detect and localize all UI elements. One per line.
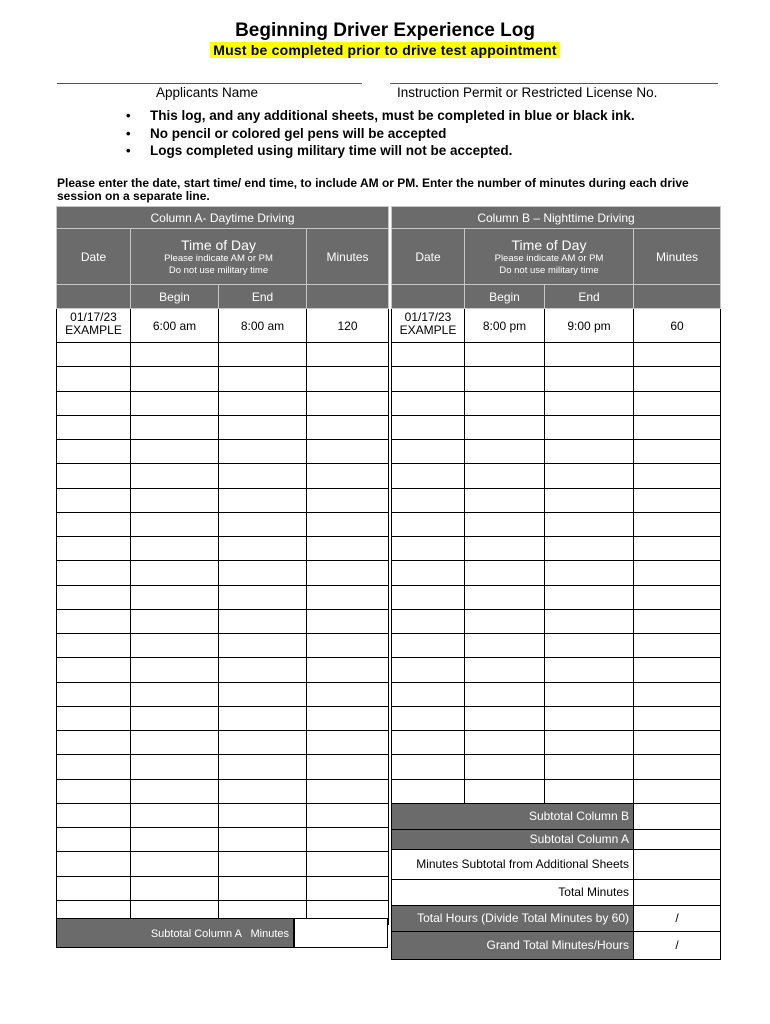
log-minutes-cell[interactable] [634,706,721,730]
log-row [57,367,389,391]
column-b-time-of-day-header [465,229,634,285]
log-begin-cell[interactable] [465,488,545,512]
log-begin-cell[interactable] [465,561,545,585]
rule-item: • No pencil or colored gel pens will be accepted [126,125,635,143]
log-minutes-cell[interactable] [634,415,721,439]
log-minutes-cell[interactable] [307,755,389,779]
rule-item: • Logs completed using military time will not be accepted. [126,142,635,160]
log-minutes-cell[interactable] [307,803,389,827]
log-minutes-cell[interactable] [307,876,389,900]
log-begin-cell[interactable] [131,658,219,682]
log-end-cell[interactable] [545,731,634,755]
log-end-cell[interactable] [545,585,634,609]
log-end-cell[interactable] [219,803,307,827]
example-minutes: 60 [634,309,721,343]
example-begin: 8:00 pm [465,309,545,343]
log-end-cell[interactable] [545,415,634,439]
log-end-cell[interactable] [545,391,634,415]
log-row [57,343,389,367]
subtotal-b-label: Subtotal Column B [392,803,634,829]
log-date-cell[interactable] [392,343,465,367]
instructions: Please enter the date, start time/ end time, to include AM or PM. Enter the number of minutes during each drive session on a separate line. [57,176,689,203]
log-row [57,828,389,852]
log-begin-cell[interactable] [131,755,219,779]
slash-separator: / [675,938,679,953]
log-date-cell[interactable] [57,706,131,730]
log-date-cell[interactable] [57,343,131,367]
log-date-cell[interactable] [57,803,131,827]
column-a-subtotal-input[interactable] [294,918,388,948]
log-row [392,731,721,755]
log-begin-cell[interactable] [131,803,219,827]
log-date-cell[interactable] [57,609,131,633]
log-begin-cell[interactable] [465,415,545,439]
log-end-cell[interactable] [545,343,634,367]
log-begin-cell[interactable] [131,876,219,900]
permit-number-label: Instruction Permit or Restricted License No. [397,85,658,100]
log-row [57,488,389,512]
example-tag: EXAMPLE [65,323,122,337]
log-begin-cell[interactable] [131,464,219,488]
log-end-cell[interactable] [545,561,634,585]
log-date-cell[interactable] [392,658,465,682]
log-minutes-cell[interactable] [307,779,389,803]
log-row [392,755,721,779]
example-end: 9:00 pm [545,309,634,343]
log-minutes-cell[interactable] [307,512,389,536]
time-of-day-label: Time of Day [511,237,587,253]
log-minutes-cell[interactable] [634,755,721,779]
log-row [57,658,389,682]
log-end-cell[interactable] [219,876,307,900]
log-row [57,803,389,827]
column-b-end-header: End [545,285,634,309]
log-row [57,731,389,755]
log-row [392,440,721,464]
column-b-minutes-header: Minutes [634,229,721,285]
example-end: 8:00 am [219,309,307,343]
log-minutes-cell[interactable] [634,585,721,609]
log-end-cell[interactable] [219,852,307,876]
log-date-cell[interactable] [57,852,131,876]
log-date-cell[interactable] [57,634,131,658]
example-tag: EXAMPLE [399,323,457,337]
log-date-cell[interactable] [392,585,465,609]
log-begin-cell[interactable] [131,343,219,367]
total-minutes-input[interactable] [634,879,721,905]
log-end-cell[interactable] [219,658,307,682]
log-date-cell[interactable] [392,731,465,755]
log-end-cell[interactable] [219,731,307,755]
log-row [392,537,721,561]
log-end-cell[interactable] [219,488,307,512]
log-end-cell[interactable] [219,391,307,415]
log-row [392,585,721,609]
log-date-cell[interactable] [57,828,131,852]
log-end-cell[interactable] [219,343,307,367]
example-begin: 6:00 am [131,309,219,343]
log-date-cell[interactable] [392,415,465,439]
log-begin-cell[interactable] [131,731,219,755]
log-date-cell[interactable] [392,682,465,706]
log-minutes-cell[interactable] [307,488,389,512]
column-b-table [391,206,721,960]
applicant-name-field[interactable] [57,83,362,84]
log-date-cell[interactable] [57,464,131,488]
log-begin-cell[interactable] [465,706,545,730]
grand-total-input[interactable] [634,931,721,959]
log-date-cell[interactable] [392,537,465,561]
log-date-cell[interactable] [392,706,465,730]
log-end-cell[interactable] [219,609,307,633]
log-row [392,609,721,633]
page-subtitle: Must be completed prior to drive test appointment [210,42,560,58]
log-begin-cell[interactable] [131,682,219,706]
log-row [57,634,389,658]
example-date-cell [392,309,465,343]
log-minutes-cell[interactable] [307,828,389,852]
time-of-day-note: Do not use military time [168,265,269,276]
log-minutes-cell[interactable] [307,731,389,755]
log-minutes-cell[interactable] [307,609,389,633]
column-a-title: Column A- Daytime Driving [57,207,389,229]
log-date-cell[interactable] [57,537,131,561]
time-of-day-note: Do not use military time [499,265,599,276]
log-begin-cell[interactable] [465,755,545,779]
log-begin-cell[interactable] [131,537,219,561]
log-row [392,682,721,706]
log-end-cell[interactable] [219,561,307,585]
log-date-cell[interactable] [57,658,131,682]
log-begin-cell[interactable] [465,658,545,682]
log-row [57,852,389,876]
log-end-cell[interactable] [545,634,634,658]
log-end-cell[interactable] [219,367,307,391]
log-end-cell[interactable] [545,658,634,682]
column-a-begin-header: Begin [131,285,219,309]
log-begin-cell[interactable] [465,779,545,803]
log-begin-cell[interactable] [465,464,545,488]
log-end-cell[interactable] [219,682,307,706]
rules-list [126,107,635,160]
log-minutes-cell[interactable] [634,391,721,415]
log-minutes-cell[interactable] [634,440,721,464]
log-end-cell[interactable] [219,779,307,803]
log-date-cell[interactable] [392,634,465,658]
log-end-cell[interactable] [219,537,307,561]
log-begin-cell[interactable] [131,585,219,609]
column-a-date-header: Date [57,229,131,285]
log-row [57,876,389,900]
total-hours-label: Total Hours (Divide Total Minutes by 60) [392,905,634,931]
log-begin-cell[interactable] [465,585,545,609]
log-date-cell[interactable] [57,561,131,585]
log-minutes-cell[interactable] [307,706,389,730]
column-b-begin-header: Begin [465,285,545,309]
log-begin-cell[interactable] [465,682,545,706]
log-minutes-cell[interactable] [634,658,721,682]
column-a-subtotal-label: Subtotal Column A Minutes [56,918,294,948]
log-begin-cell[interactable] [131,440,219,464]
total-hours-input[interactable] [634,905,721,931]
column-b-date-header: Date [392,229,465,285]
log-minutes-cell[interactable] [634,488,721,512]
log-begin-cell[interactable] [131,367,219,391]
log-row [392,391,721,415]
total-minutes-label: Total Minutes [392,879,634,905]
log-minutes-cell[interactable] [307,682,389,706]
log-end-cell[interactable] [219,512,307,536]
log-date-cell[interactable] [57,391,131,415]
additional-sheets-input[interactable] [634,849,721,879]
log-row [392,343,721,367]
log-row [392,658,721,682]
log-row [57,755,389,779]
log-begin-cell[interactable] [131,512,219,536]
log-begin-cell[interactable] [131,779,219,803]
log-row [57,706,389,730]
log-end-cell[interactable] [219,755,307,779]
log-minutes-cell[interactable] [307,634,389,658]
log-minutes-cell[interactable] [307,415,389,439]
column-a-table [56,206,389,925]
time-of-day-note: Please indicate AM or PM [164,253,273,264]
log-date-cell[interactable] [57,731,131,755]
log-end-cell[interactable] [545,706,634,730]
log-minutes-cell[interactable] [634,343,721,367]
log-end-cell[interactable] [545,755,634,779]
log-end-cell[interactable] [545,440,634,464]
log-date-cell[interactable] [392,512,465,536]
subtotal-b-input[interactable] [634,803,721,829]
log-date-cell[interactable] [392,488,465,512]
log-begin-cell[interactable] [131,852,219,876]
log-minutes-cell[interactable] [307,585,389,609]
log-minutes-cell[interactable] [307,440,389,464]
subtotal-a-label: Subtotal Column A [392,829,634,849]
log-date-cell[interactable] [57,585,131,609]
log-date-cell[interactable] [57,488,131,512]
log-date-cell[interactable] [392,561,465,585]
log-date-cell[interactable] [57,876,131,900]
log-row [57,512,389,536]
log-row [57,391,389,415]
log-minutes-cell[interactable] [307,537,389,561]
log-date-cell[interactable] [57,512,131,536]
permit-number-field[interactable] [390,83,718,84]
log-row [57,609,389,633]
log-begin-cell[interactable] [465,537,545,561]
log-minutes-cell[interactable] [634,561,721,585]
log-begin-cell[interactable] [131,828,219,852]
example-date: 01/17/23 [70,310,117,324]
log-row [392,367,721,391]
log-end-cell[interactable] [219,634,307,658]
log-date-cell[interactable] [57,779,131,803]
log-end-cell[interactable] [545,367,634,391]
applicant-name-label: Applicants Name [156,85,259,100]
log-row [392,634,721,658]
log-row [57,682,389,706]
log-minutes-cell[interactable] [634,634,721,658]
log-row [392,488,721,512]
slash-separator: / [675,911,679,926]
log-begin-cell[interactable] [131,415,219,439]
log-minutes-cell[interactable] [307,464,389,488]
log-end-cell[interactable] [219,585,307,609]
log-date-cell[interactable] [392,755,465,779]
log-row [57,585,389,609]
grand-total-label: Grand Total Minutes/Hours [392,931,634,959]
example-minutes: 120 [307,309,389,343]
log-end-cell[interactable] [545,537,634,561]
log-minutes-cell[interactable] [634,537,721,561]
column-a-time-of-day-header [131,229,307,285]
example-date: 01/17/23 [404,310,452,324]
log-date-cell[interactable] [57,415,131,439]
log-row [392,706,721,730]
log-date-cell[interactable] [57,682,131,706]
additional-sheets-label: Minutes Subtotal from Additional Sheets [392,849,634,879]
log-minutes-cell[interactable] [634,731,721,755]
log-end-cell[interactable] [219,706,307,730]
log-row [392,561,721,585]
log-begin-cell[interactable] [465,609,545,633]
log-minutes-cell[interactable] [307,391,389,415]
log-row [57,415,389,439]
log-begin-cell[interactable] [131,391,219,415]
log-row [392,512,721,536]
log-end-cell[interactable] [545,488,634,512]
log-date-cell[interactable] [57,755,131,779]
log-begin-cell[interactable] [465,634,545,658]
log-date-cell[interactable] [392,779,465,803]
log-begin-cell[interactable] [131,634,219,658]
log-row [392,464,721,488]
log-end-cell[interactable] [545,682,634,706]
log-minutes-cell[interactable] [307,561,389,585]
log-minutes-cell[interactable] [307,658,389,682]
log-minutes-cell[interactable] [634,464,721,488]
log-row [392,779,721,803]
log-end-cell[interactable] [219,828,307,852]
column-a-minutes-header: Minutes [307,229,389,285]
log-end-cell[interactable] [219,415,307,439]
rule-item: • This log, and any additional sheets, must be completed in blue or black ink. [126,107,635,125]
log-date-cell[interactable] [392,464,465,488]
example-date-cell [57,309,131,343]
log-minutes-cell[interactable] [634,512,721,536]
log-minutes-cell[interactable] [634,779,721,803]
log-row [57,464,389,488]
log-row [57,561,389,585]
column-b-title: Column B – Nighttime Driving [392,207,721,229]
log-date-cell[interactable] [392,609,465,633]
log-end-cell[interactable] [545,512,634,536]
log-minutes-cell[interactable] [634,609,721,633]
log-end-cell[interactable] [219,440,307,464]
log-date-cell[interactable] [392,391,465,415]
log-end-cell[interactable] [545,779,634,803]
log-date-cell[interactable] [392,367,465,391]
log-minutes-cell[interactable] [307,852,389,876]
log-begin-cell[interactable] [131,706,219,730]
log-begin-cell[interactable] [465,391,545,415]
log-end-cell[interactable] [545,609,634,633]
log-date-cell[interactable] [57,440,131,464]
log-begin-cell[interactable] [131,609,219,633]
log-row [392,415,721,439]
log-end-cell[interactable] [219,464,307,488]
page-title: Beginning Driver Experience Log [235,20,535,41]
log-begin-cell[interactable] [131,561,219,585]
column-a-end-header: End [219,285,307,309]
log-date-cell[interactable] [392,440,465,464]
log-date-cell[interactable] [57,367,131,391]
log-begin-cell[interactable] [465,440,545,464]
log-minutes-cell[interactable] [307,343,389,367]
subtotal-a-input[interactable] [634,829,721,849]
log-minutes-cell[interactable] [634,682,721,706]
log-begin-cell[interactable] [465,512,545,536]
log-end-cell[interactable] [545,464,634,488]
log-minutes-cell[interactable] [634,367,721,391]
log-minutes-cell[interactable] [307,367,389,391]
log-begin-cell[interactable] [465,367,545,391]
column-a-footer [56,918,388,948]
log-row [57,779,389,803]
log-row [57,440,389,464]
log-begin-cell[interactable] [465,731,545,755]
time-of-day-label: Time of Day [181,237,256,253]
log-begin-cell[interactable] [465,343,545,367]
log-row [57,537,389,561]
time-of-day-note: Please indicate AM or PM [494,253,604,264]
log-begin-cell[interactable] [131,488,219,512]
